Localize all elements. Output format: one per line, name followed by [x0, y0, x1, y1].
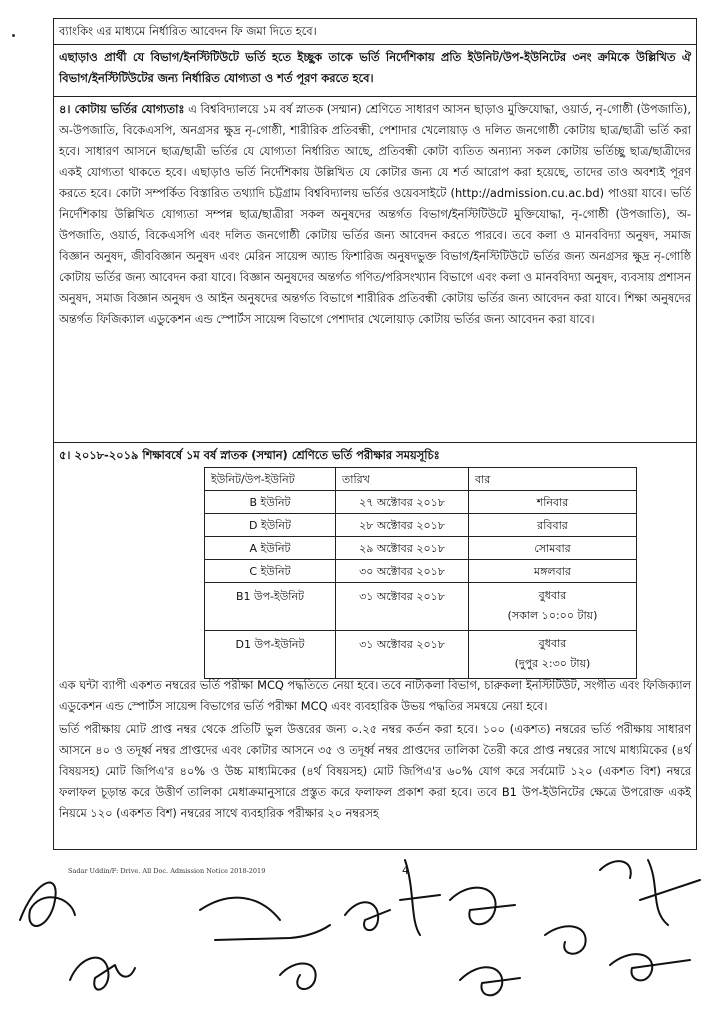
section-4-text: [59, 99, 691, 330]
day-cell: সোমবার: [469, 537, 637, 560]
date-cell: ৩০ অক্টোবর ২০১৮: [336, 560, 469, 583]
signature-3: [200, 898, 330, 940]
intro-row: [54, 19, 696, 45]
day-cell: [469, 631, 637, 679]
day-cell: শনিবার: [469, 491, 637, 514]
signature-10: [600, 860, 700, 925]
scan-speck: [12, 34, 15, 37]
table-row: [205, 491, 637, 514]
table-row: [205, 631, 637, 679]
signature-9: [545, 926, 586, 953]
time-text: (সকাল ১০:০০ টায়): [507, 609, 598, 622]
header-date: তারিখ: [336, 468, 469, 491]
table-row: [205, 560, 637, 583]
signature-7: [450, 888, 515, 925]
note-row: [54, 45, 696, 97]
time-text: (দুপুর ২:৩০ টায়): [514, 657, 591, 670]
bold-note: এছাড়াও প্রার্থী যে বিভাগ/ইনস্টিটিউটে ভর্তি হতে ইচ্ছুক তাকে ভর্তি নির্দেশিকায় প্রতি ইউনিট/উপ-ইউনিটের ৩নং ক্রমিকে উল্লিখিত ঐ বিভাগ/ইনস্টিটিউটের জন্য নির্ধারিত যোগ্যতা ও শর্ত পূরণ করতে হবে।: [59, 50, 691, 85]
signatures: [0, 840, 726, 1024]
day-cell: মঙ্গলবার: [469, 560, 637, 583]
table-row: [205, 537, 637, 560]
section-5-para-2: ভর্তি পরীক্ষায় মোট প্রাপ্ত নম্বর থেকে প্রতিটি ভুল উত্তরের জন্য ০.২৫ নম্বর কর্তন করা হবে। ১০০ (একশত) নম্বরের ভর্তি পরীক্ষায় সাধারণ আসনে ৪০ ও তদূর্ধ্ব নম্বর প্রাপ্তদের এবং কোটার আসনে ৩৫ ও তদূর্ধ্ব নম্বর প্রাপ্তদের তালিকা তৈরী করে প্রাপ্ত নম্বরের সাথে মাধ্যমিকের (৪র্থ বিষয়সহ) মোট জিপিএ'র ৪০% ও উচ্চ মাধ্যমিকের (৪র্থ বিষয়সহ) মোট জিপিএ'র ৬০% যোগ করে সর্বমোট ১২০ (একশত বিশ) নম্বরে ফলাফল চূড়ান্ত করে উত্তীর্ণ তালিকা মেধাক্রমানুসারে প্রস্তুত করে ফলাফল প্রকাশ করা হবে। তবে B1 উপ-ইউনিটের ক্ষেত্রে উপরোক্ত একই নিয়মে ১২০ (একশত বিশ) নম্বরের সাথে ব্যবহারিক পরীক্ষার ২০ নম্বরসহ: [59, 722, 691, 820]
unit-cell: A ইউনিট: [205, 537, 336, 560]
table-header-row: [205, 468, 637, 491]
date-cell: ৩১ অক্টোবর ২০১৮: [336, 583, 469, 631]
section-5-para-1: এক ঘন্টা ব্যাপী একশত নম্বরের ভর্তি পরীক্ষা MCQ পদ্ধতিতে নেয়া হবে। তবে নাট্যকলা বিভাগ, চারুকলা ইনস্টিটিউট, সংগীত এবং ফিজিক্যাল এডুকেশন এন্ড স্পোর্টস সায়েন্স বিভাগের ভর্তি পরীক্ষা MCQ এবং ব্যবহারিক উভয় পদ্ধতির সমন্বয়ে নেয়া হবে।: [59, 678, 691, 713]
date-cell: ২৮ অক্টোবর ২০১৮: [336, 514, 469, 537]
section-4: [54, 97, 696, 443]
table-row: [205, 514, 637, 537]
notice-frame: [53, 18, 697, 850]
unit-cell: C ইউনিট: [205, 560, 336, 583]
unit-cell: B ইউনিট: [205, 491, 336, 514]
signature-6: [400, 860, 440, 935]
header-unit: ইউনিট/উপ-ইউনিট: [205, 468, 336, 491]
unit-cell: D1 উপ-ইউনিট: [205, 631, 336, 679]
table-row: [205, 583, 637, 631]
day-text: বুধবার: [538, 589, 567, 602]
header-day: বার: [469, 468, 637, 491]
day-cell: [469, 583, 637, 631]
date-cell: ২৭ অক্টোবর ২০১৮: [336, 491, 469, 514]
section-4-body: এ বিশ্ববিদ্যালয়ে ১ম বর্ষ স্নাতক (সম্মান) শ্রেণিতে সাধারণ আসন ছাড়াও মুক্তিযোদ্ধা, ওয়ার্ড, নৃ-গোষ্ঠী (উপজাতি), অ-উপজাতি, বিকেএসপি, অনগ্রসর ক্ষুদ্র নৃ-গোষ্ঠী, শারীরিক প্রতিবন্ধী, পেশাদার খেলোয়াড় ও দলিত জনগোষ্ঠী কোটায় ছাত্র/ছাত্রী ভর্তি করা হবে। সাধারণ আসনে ছাত্র/ছাত্রী ভর্তির যে যোগ্যতা নির্ধারিত আছে, প্রতিবন্ধী কোটা ব্যতিত অন্যান্য সকল কোটায় ভর্তিচ্ছু ছাত্র/ছাত্রীদের একই যোগ্যতা থাকতে হবে। এছাড়াও ভর্তি নির্দেশিকায় উল্লিখিত যে কোটার জন্য যে শর্ত আরোপ করা হয়েছে, তাদের তাও অবশ্যই পূরণ করতে হবে। কোটা সম্পর্কিত বিস্তারিত তথ্যাদি চট্টগ্রাম বিশ্ববিদ্যালয় ভর্তির ওয়েবসাইটে (http://admission.cu.ac.bd) পাওয়া যাবে। ভর্তি নির্দেশিকায় উল্লিখিত যোগ্যতা সম্পন্ন ছাত্র/ছাত্রীরা সকল অনুষদের অন্তর্গত বিভাগ/ইনস্টিটিউটে মুক্তিযোদ্ধা, নৃ-গোষ্ঠী (উপজাতি), অ-উপজাতি, ওয়ার্ড, বিকেএসপি এবং দলিত জনগোষ্ঠী কোটায় ভর্তির জন্য আবেদন করতে পারবে। তবে কলা ও মানববিদ্যা অনুষদ, সমাজ বিজ্ঞান অনুষদ, জীববিজ্ঞান অনুষদ এবং মেরিন সায়েন্স অ্যান্ড ফিশারিজ অনুষদভুক্ত বিভাগ/ইনস্টিটিউটে ভর্তির জন্য অনগ্রসর ক্ষুদ্র নৃ-গোষ্ঠি কোটায় ভর্তির জন্য আবেদন করা যাবে। বিজ্ঞান অনুষদের অন্তর্গত গণিত/পরিসংখ্যান বিভাগে এবং কলা ও মানববিদ্যা অনুষদ, ব্যবসায় প্রশাসন অনুষদ, সমাজ বিজ্ঞান অনুষদ ও আইন অনুষদের অন্তর্গত বিভাগে শারীরিক প্রতিবন্ধী কোটায় ভর্তির জন্য আবেদন করা যাবে। শিক্ষা অনুষদের অন্তর্গত ফিজিক্যাল এডুকেশন এন্ড স্পোর্টস সায়েন্স বিভাগে পেশাদার খেলোয়াড় কোটায় ভর্তির জন্য আবেদন করা যাবে।: [59, 102, 691, 326]
exam-schedule-table: [204, 467, 637, 679]
unit-cell: B1 উপ-ইউনিট: [205, 583, 336, 631]
footer-file-path: Sadar Uddin/F: Drive. All Doc. Admission Notice 2018-2019: [68, 867, 266, 875]
unit-cell: D ইউনিট: [205, 514, 336, 537]
page-number: 4: [402, 864, 409, 877]
section-5-paragraphs: [59, 675, 691, 824]
signature-2: [70, 958, 135, 990]
signature-4: [280, 964, 316, 990]
intro-line: ব্যাংকিং এর মাধ্যমে নির্ধারিত আবেদন ফি জমা দিতে হবে।: [59, 24, 317, 38]
section-5-heading: ৫। ২০১৮-২০১৯ শিক্ষাবর্ষে ১ম বর্ষ স্নাতক (সম্মান) শ্রেণিতে ভর্তি পরীক্ষার সময়সূচিঃ: [59, 448, 440, 462]
section-4-heading: ৪। কোটায় ভর্তির যোগ্যতাঃ: [59, 102, 185, 116]
day-cell: রবিবার: [469, 514, 637, 537]
date-cell: ২৯ অক্টোবর ২০১৮: [336, 537, 469, 560]
date-cell: ৩১ অক্টোবর ২০১৮: [336, 631, 469, 679]
day-text: বুধবার: [538, 637, 567, 650]
signature-8: [460, 967, 520, 995]
section-5: [54, 443, 696, 851]
signature-1: [20, 883, 75, 926]
signature-5: [345, 902, 390, 930]
signature-11: [610, 954, 690, 980]
